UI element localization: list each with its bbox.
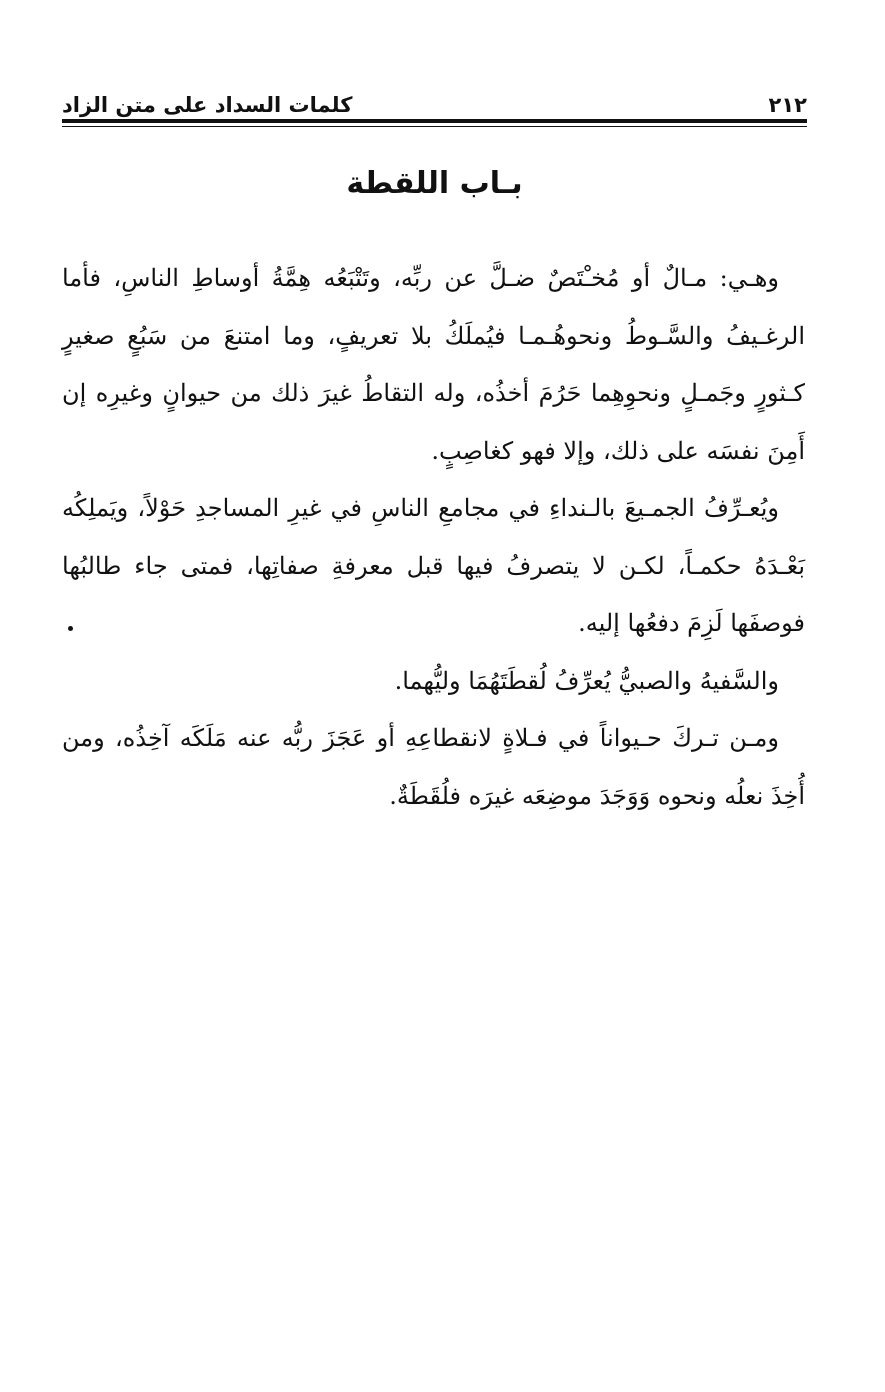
header-rule-thick [62, 119, 807, 123]
book-title: كلمات السداد على متن الزاد [62, 93, 353, 117]
chapter-title: بـاب اللقطة [346, 166, 523, 201]
running-header [62, 80, 807, 116]
page-number: ٢١٢ [768, 93, 807, 117]
body-text [62, 250, 805, 825]
header-rule-thin [62, 126, 807, 127]
paragraph-definition: وهـي: مـالٌ أو مُخـْتَصٌ ضـلَّ عن ربِّه، وتَتْبَعُه هِمَّةُ أوساطِ الناسِ، فأما الرغـيفُ والسَّـوطُ ونحوهُـمـا فيُملَكُ بلا تعريفٍ، وما امتنعَ من سَبُعٍ صغيرٍ كـثورٍ وجَمـلٍ ونحوِهِما حَرُمَ أخذُه، وله التقاطُ غيرَ ذلك من حيوانٍ وغيرِه إن أَمِنَ نفسَه على ذلك، وإلا فهو كغاصِبٍ. [62, 264, 805, 465]
paragraph-announcement: ويُعـرِّفُ الجمـيعَ بالـنداءِ في مجامعِ الناسِ في غيرِ المساجدِ حَوْلاً، ويَملِكُه بَعْـدَهُ حكمـاً، لكـن لا يتصرفُ فيها قبل معرفةِ صفاتِها، فمتى جاء طالبُها فوصفَها لَزِمَ دفعُها إليه. [62, 494, 805, 637]
paragraph-minors: والسَّفيهُ والصبيُّ يُعرِّفُ لُقطَتَهُمَا وليُّهما. [394, 666, 779, 695]
stray-dot [68, 626, 73, 631]
paragraph-abandoned-animal: ومـن تـركَ حـيواناً في فـلاةٍ لانقطاعِهِ أو عَجَزَ ربُّه عنه مَلَكَه آخِذُه، ومن أُخِذَ نعلُه ونحوه وَوَجَدَ موضِعَه غيرَه فلُقَطَةٌ. [62, 724, 805, 810]
